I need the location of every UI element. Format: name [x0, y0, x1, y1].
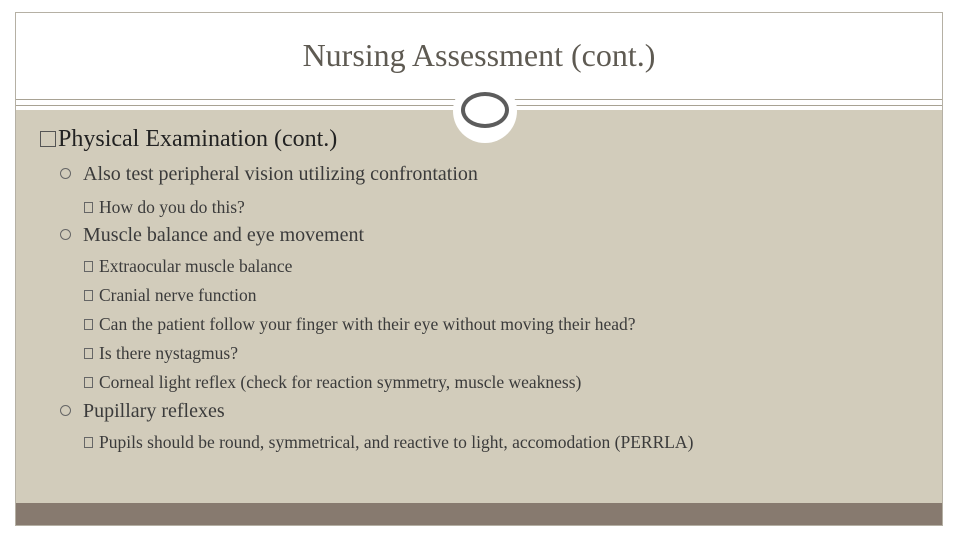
- circle-bullet-icon: [60, 229, 71, 240]
- sub-list-item-text: Is there nystagmus?: [99, 343, 238, 363]
- circle-ornament: [453, 79, 517, 143]
- sub-list-item-text: Cranial nerve function: [99, 285, 257, 305]
- slide: [15, 12, 943, 526]
- box-bullet-icon: [84, 261, 93, 272]
- slide-title: Nursing Assessment (cont.): [302, 37, 656, 73]
- box-bullet-icon: [84, 290, 93, 301]
- sub-list-item: [84, 314, 636, 335]
- box-bullet-icon: [84, 437, 93, 448]
- list-item-text: Pupillary reflexes: [83, 400, 225, 422]
- sub-list-item-text: Corneal light reflex (check for reaction symmetry, muscle weakness): [99, 372, 582, 392]
- box-bullet-icon: [84, 319, 93, 330]
- list-item: [60, 400, 225, 423]
- heading: [40, 126, 337, 153]
- list-item-text: Muscle balance and eye movement: [83, 224, 364, 246]
- box-bullet-icon: [84, 202, 93, 213]
- sub-list-item: [84, 285, 256, 306]
- sub-list-item-text: Can the patient follow your finger with their eye without moving their head?: [99, 314, 636, 334]
- sub-list-item: [84, 343, 238, 364]
- circle-bullet-icon: [60, 405, 71, 416]
- sub-list-item-text: Extraocular muscle balance: [99, 256, 293, 276]
- square-bullet-icon: [40, 131, 56, 147]
- list-item-text: Also test peripheral vision utilizing confrontation: [83, 163, 478, 185]
- list-item: [60, 224, 364, 247]
- sub-list-item-text: Pupils should be round, symmetrical, and reactive to light, accomodation (PERRLA): [99, 432, 694, 452]
- footer-bar: [16, 503, 942, 525]
- heading-text: Physical Examination (cont.): [58, 126, 338, 152]
- ring-icon: [461, 92, 509, 128]
- box-bullet-icon: [84, 377, 93, 388]
- sub-list-item-text: How do you do this?: [99, 197, 245, 217]
- circle-bullet-icon: [60, 168, 71, 179]
- sub-list-item: [84, 432, 693, 453]
- sub-list-item: [84, 372, 581, 393]
- sub-list-item: [84, 197, 245, 218]
- list-item: [60, 163, 478, 186]
- sub-list-item: [84, 256, 292, 277]
- box-bullet-icon: [84, 348, 93, 359]
